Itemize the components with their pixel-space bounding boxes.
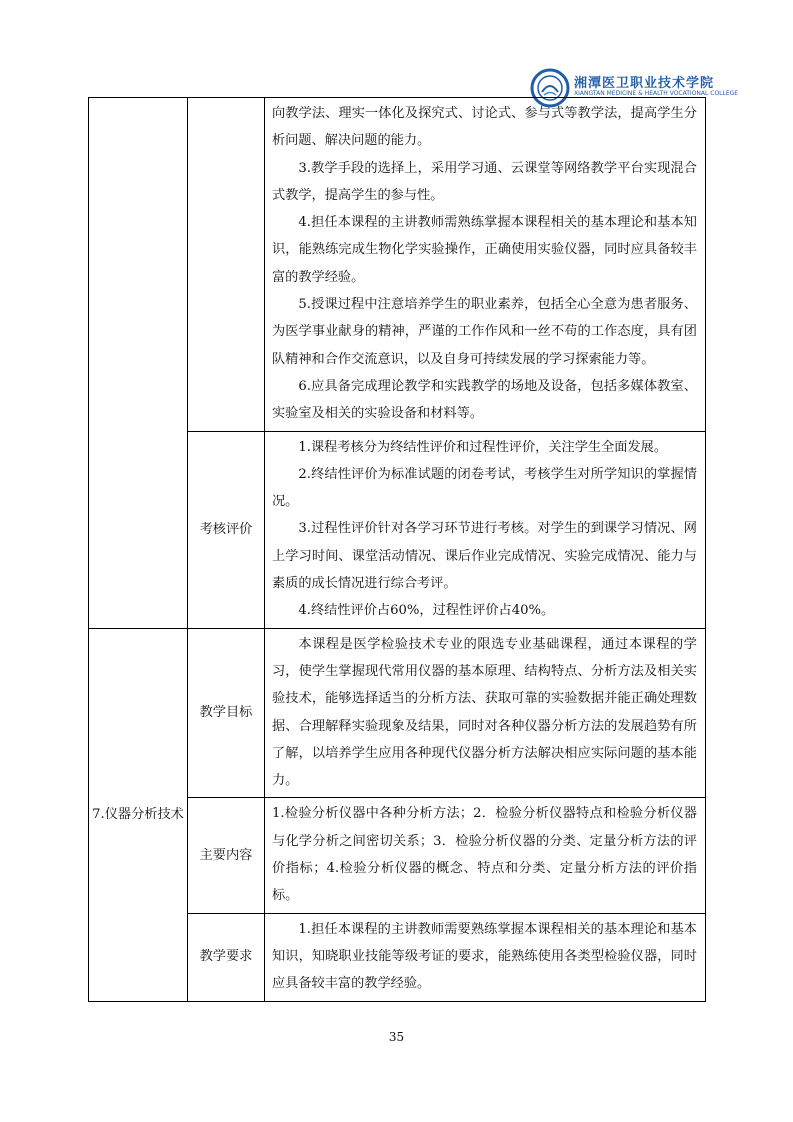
- row-content: [265, 913, 706, 1001]
- row-label: 主要内容: [188, 798, 265, 913]
- paragraph: 向教学法、理实一体化及探究式、讨论式、参与式等教学法，提高学生分析问题、解决问题的能力。: [272, 106, 697, 149]
- row-content: [265, 628, 706, 798]
- college-name: 湘潭医卫职业技术学院: [574, 76, 715, 91]
- paragraph: 4.终结性评价占60%，过程性评价占40%。: [298, 603, 555, 619]
- paragraph: 3.教学手段的选择上，采用学习通、云课堂等网络教学平台实现混合式教学，提高学生的参与性。: [272, 160, 697, 203]
- table-row: [89, 98, 706, 432]
- college-name-en: XIANGTAN MEDICINE & HEALTH VOCATIONAL COLLEGE: [574, 90, 739, 97]
- paragraph: 本课程是医学检验技术专业的限选专业基础课程，通过本课程的学习，使学生掌握现代常用仪器的基本原理、结构特点、分析方法及相关实验技术，能够选择适当的分析方法、获取可靠的实验数据并能正确处理数据、合理解释实验现象及结果，同时对各种仪器分析方法的发展趋势有所了解，以培养学生应用各种现代仪器分析方法解决相应实际问题的基本能力。: [272, 636, 697, 789]
- course-name: 7.仪器分析技术: [89, 628, 188, 1001]
- course-table: [88, 97, 706, 1002]
- paragraph: 1.检验分析仪器中各种分析方法；2．检验分析仪器特点和检验分析仪器与化学分析之间密切关系；3．检验分析仪器的分类、定量分析方法的评价指标；4.检验分析仪器的概念、特点和分类、定量分析方法的评价指标。: [272, 806, 697, 904]
- paragraph: 6.应具备完成理论教学和实践教学的场地及设备，包括多媒体教室、实验室及相关的实验设备和材料等。: [272, 378, 697, 422]
- paragraph: 3.过程性评价针对各学习环节进行考核。对学生的到课学习情况、网上学习时间、课堂活动情况、课后作业完成情况、实验完成情况、能力与素质的成长情况进行综合考评。: [272, 521, 697, 592]
- row-label: 考核评价: [188, 431, 265, 628]
- paragraph: 5.授课过程中注意培养学生的职业素养，包括全心全意为患者服务、为医学事业献身的精神，严谨的工作作风和一丝不苟的工作态度，具有团队精神和合作交流意识，以及自身可持续发展的学习探索能力等。: [272, 297, 697, 367]
- paragraph: 1.课程考核分为终结性评价和过程性评价，关注学生全面发展。: [298, 439, 668, 455]
- paragraph: 4.担任本课程的主讲教师需熟练掌握本课程相关的基本理论和基本知识，能熟练完成生物化学实验操作，正确使用实验仪器，同时应具备较丰富的教学经验。: [272, 215, 697, 285]
- paragraph: 1.担任本课程的主讲教师需要熟练掌握本课程相关的基本理论和基本知识，知晓职业技能等级考证的要求，能熟练使用各类型检验仪器，同时应具备较丰富的教学经验。: [272, 921, 697, 992]
- row-label: [188, 98, 265, 432]
- page-number: 35: [388, 1030, 405, 1044]
- row-content: [265, 431, 706, 628]
- row-content: [265, 798, 706, 913]
- row-content: [265, 98, 706, 432]
- course-cell-empty: [89, 98, 188, 629]
- paragraph: 2.终结性评价为标准试题的闭卷考试，考核学生对所学知识的掌握情况。: [272, 466, 697, 510]
- table-row: [89, 628, 706, 798]
- row-label: 教学目标: [188, 628, 265, 798]
- row-label: 教学要求: [188, 913, 265, 1001]
